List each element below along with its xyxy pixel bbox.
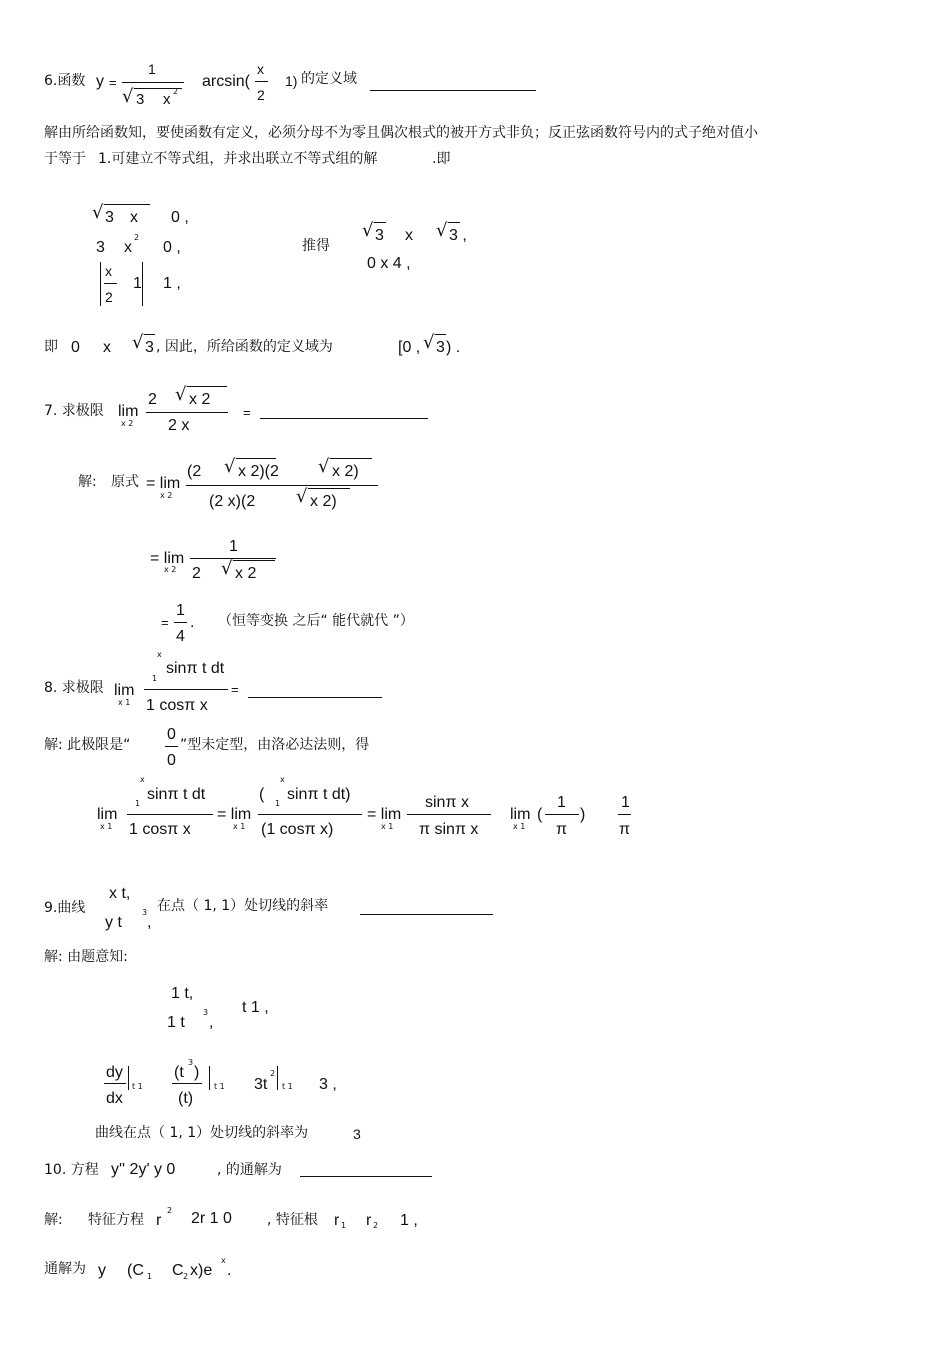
q8-l4-one: 1 — [557, 794, 566, 811]
q9-tres: t 1 , — [242, 999, 269, 1016]
q8-l2-paren: ( — [259, 786, 265, 803]
q8-frac-bar — [144, 689, 228, 690]
q8-l2-sub: x 1 — [233, 822, 246, 831]
q9-sub3: t 1 — [282, 1082, 293, 1091]
q6-sol-line2b: 1.可建立不等式组，并求出联立不等式组的解 — [98, 151, 378, 167]
q6-res-r1c: 3 , — [449, 227, 467, 244]
q9-eval-bar3 — [277, 1066, 278, 1090]
q7-dot: . — [190, 614, 195, 631]
q7-eqlim-sub: x 2 — [160, 491, 173, 500]
q6-sys-r3two: 2 — [105, 289, 113, 305]
q6-y: y — [96, 73, 104, 90]
q6-arcsin: arcsin( — [202, 73, 251, 90]
q8-l3-sub: x 1 — [381, 822, 394, 831]
q10-gc1: 1 — [147, 1272, 153, 1281]
q10-gen: 通解为 — [44, 1261, 86, 1277]
q8-l3-lim: = lim — [367, 806, 402, 823]
q6-answer-blank[interactable] — [370, 90, 536, 91]
q6-res-r1a: 3 — [375, 227, 384, 244]
q10-tail: , 的通解为 — [217, 1162, 282, 1178]
q6-eq: = — [109, 75, 117, 90]
q8-zero-den: 0 — [167, 752, 176, 769]
q9-td: (t) — [178, 1090, 194, 1107]
q7-d1: (2 x)(2 — [209, 493, 256, 510]
q8-zero-num: 0 — [167, 726, 176, 743]
q6-sys-r1c: 0 , — [171, 209, 189, 226]
q9-concl-val: 3 — [353, 1126, 361, 1142]
q6-abs-left — [100, 262, 101, 306]
q9-sub2: t 1 — [214, 1082, 225, 1091]
q7-d3a: 2 — [192, 565, 201, 582]
q8-l2-den: (1 cosπ x) — [261, 821, 334, 838]
q7-n-sqrt2-bar — [330, 458, 372, 459]
q6-ans-ji: 即 — [44, 339, 58, 355]
q8-answer-blank[interactable] — [248, 697, 382, 698]
q7-one: 1 — [229, 538, 238, 555]
q10-gsup: x — [221, 1256, 226, 1265]
q10-rest: 2r 1 0 — [191, 1210, 232, 1227]
q10-eqn: y'' 2y' y 0 — [111, 1161, 176, 1178]
q9-tnsup: 3 — [188, 1058, 194, 1067]
q6-sqrt-x: x — [163, 91, 171, 108]
q6-sys-r2b: x — [124, 239, 132, 256]
q8-l3-den: π sinπ x — [419, 821, 479, 838]
q6-sys-r3x: x — [105, 263, 112, 279]
q8-l2-bar — [258, 814, 362, 815]
q8-zero-bar — [165, 746, 178, 747]
q7-n-sqrt1: √ — [224, 456, 236, 477]
q9-jie: 解: 由题意知: — [44, 949, 128, 965]
q10-r2: r — [366, 1212, 372, 1229]
q8-l5-pi: π — [619, 821, 631, 838]
q9-s1: 1 t, — [171, 985, 194, 1002]
q6-abs-right — [142, 262, 143, 306]
q6-sys-r2sup: 2 — [134, 233, 140, 242]
q8-l4-close: ) — [580, 806, 586, 823]
q8-l1-num: sinπ t dt — [147, 786, 206, 803]
q10-jie: 解: — [44, 1212, 63, 1228]
q9-text: 在点（ 1, 1）处切线的斜率 — [157, 898, 329, 914]
q7-frac-bar4 — [174, 622, 187, 623]
q7-yuanshi: 原式 — [111, 474, 139, 490]
q10-gy: y — [98, 1262, 106, 1279]
q10-root-text: , 特征根 — [267, 1212, 318, 1228]
q6-ans-bar — [144, 334, 155, 335]
q9-r2: y t — [105, 914, 122, 931]
q6-frac-bar — [122, 82, 184, 83]
q9-r2sup: 3 — [142, 908, 148, 917]
q7-num-x2: x 2 — [189, 391, 211, 408]
q6-ans-text: , 因此，所给函数的定义域为 — [156, 339, 333, 355]
q9-s2sup: 3 — [203, 1008, 209, 1017]
q7-n1: (2 — [187, 463, 202, 480]
q6-sys-r1a: 3 — [105, 209, 114, 226]
q10-gend: . — [227, 1262, 232, 1279]
q8-den: 1 cosπ x — [146, 697, 208, 714]
q7-q1: 1 — [176, 602, 185, 619]
q7-d3b: x 2 — [235, 565, 257, 582]
q7-eq: = — [243, 405, 251, 420]
q8-l4-lim: lim — [510, 806, 531, 823]
q6-ans-sqrt: √ — [132, 332, 144, 353]
q9-dydx-bar — [104, 1083, 126, 1084]
q8-l4-bar — [545, 814, 579, 815]
q7-num-2: 2 — [148, 391, 157, 408]
q9-tfrac-bar — [172, 1083, 202, 1084]
q9-tn: (t — [174, 1064, 184, 1081]
q7-d3-sqrt: √ — [221, 558, 233, 579]
q7-den: 2 x — [168, 417, 190, 434]
q9-answer-blank[interactable] — [360, 914, 493, 915]
q9-eval-bar2 — [209, 1066, 210, 1090]
q10-answer-blank[interactable] — [300, 1176, 432, 1177]
q7-note: （恒等变换 之后“ 能代就代 ”） — [218, 613, 414, 629]
q6-res-r1b: x — [405, 227, 413, 244]
q9-concl: 曲线在点（ 1, 1）处切线的斜率为 — [95, 1125, 309, 1141]
q10-r: r — [156, 1212, 162, 1229]
q8-l3-num: sinπ x — [425, 794, 469, 811]
q7-frac-bar — [146, 412, 228, 413]
q6-abs-bar — [104, 283, 117, 284]
q8-l2-lower: 1 — [275, 799, 281, 808]
q10-rsup: 2 — [167, 1206, 173, 1215]
q8-integrand: sinπ t dt — [166, 660, 225, 677]
q8-eq: = — [231, 682, 239, 697]
q6-sys-r3c: 1 , — [163, 275, 181, 292]
q7-num-sqrt: √ — [175, 384, 187, 405]
q7-frac-bar3 — [190, 558, 276, 559]
q7-eqlim: = lim — [146, 475, 181, 492]
q7-lim-sub: x 2 — [121, 419, 134, 428]
q10-gx: x)e — [190, 1262, 213, 1279]
q8-lim: lim — [114, 682, 135, 699]
q8-l1-lower: 1 — [135, 799, 141, 808]
q8-l1-lim: lim — [97, 806, 118, 823]
q6-ans-0: 0 — [71, 339, 80, 356]
q7-n-sqrt1-bar — [236, 458, 276, 459]
q6-ans-x: x — [103, 339, 111, 356]
q9-s2c: , — [209, 1014, 214, 1031]
q6-arc-close: 1) — [285, 73, 298, 89]
q10-char: 特征方程 — [88, 1212, 144, 1228]
q9-3t: 3t — [254, 1076, 268, 1093]
q9-tnc: ) — [194, 1064, 200, 1081]
q7-n3: x 2) — [332, 463, 359, 480]
q8-l1-den: 1 cosπ x — [129, 821, 191, 838]
q6-number: 6.函数 — [44, 73, 86, 89]
q8-jie2: ”型未定型，由洛必达法则，得 — [180, 737, 370, 753]
q6-sol-line2c: .即 — [432, 151, 451, 167]
q7-eq2: = lim — [150, 550, 185, 567]
q8-l4-sub: x 1 — [513, 822, 526, 831]
q9-sub1: t 1 — [132, 1082, 143, 1091]
q8-l1-sub: x 1 — [100, 822, 113, 831]
q9-dx: dx — [106, 1090, 123, 1107]
q9-dy: dy — [106, 1064, 123, 1081]
q10-gc2sub: 2 — [183, 1272, 189, 1281]
q9-r2c: , — [147, 914, 152, 931]
q7-n2: x 2)(2 — [238, 463, 279, 480]
q6-res-bar2 — [448, 222, 460, 223]
q8-l2-upper: x — [280, 775, 285, 784]
q6-res-bar1 — [374, 222, 386, 223]
q8-l2-num: sinπ t dt) — [287, 786, 351, 803]
q8-l2-lim: = lim — [217, 806, 252, 823]
q10-gc: (C — [127, 1262, 144, 1279]
q6-sqrt-sup: 2 — [173, 87, 179, 96]
q9-res: 3 , — [319, 1076, 337, 1093]
q10-gc2: C — [172, 1262, 184, 1279]
q6-res-sqrt1: √ — [362, 220, 374, 241]
q9-eval-bar1 — [128, 1066, 129, 1090]
q7-n-sqrt2: √ — [318, 456, 330, 477]
q6-sqrt-sign: √ — [122, 86, 134, 107]
q7-d3-sqrt-bar — [233, 560, 275, 561]
q7-d-sqrt: √ — [296, 486, 308, 507]
q6-sys-sqrt-bar — [104, 204, 150, 205]
q6-res-r2: 0 x 4 , — [367, 255, 411, 272]
q7-num-sqrt-bar — [187, 386, 227, 387]
q7-lim: lim — [118, 403, 139, 420]
q7-answer-blank[interactable] — [260, 418, 428, 419]
q8-l5-one: 1 — [621, 794, 630, 811]
q6-ans-3: 3 — [145, 339, 154, 356]
q6-tail: 的定义域 — [301, 71, 357, 87]
q6-sol-line2a: 于等于 — [44, 151, 86, 167]
q7-jie: 解: — [78, 474, 97, 490]
q6-sys-r1b: x — [130, 209, 138, 226]
q10-r1: r — [334, 1212, 340, 1229]
q9-number: 9.曲线 — [44, 900, 86, 916]
q8-int-lower: 1 — [152, 674, 158, 683]
q10-root-val: 1 , — [400, 1212, 418, 1229]
q7-d2: x 2) — [310, 493, 337, 510]
q8-l4-paren: ( — [537, 806, 543, 823]
q6-sqrt-3: 3 — [136, 91, 145, 108]
q6-sys-r3one: 1 — [133, 275, 142, 292]
q8-number: 8. 求极限 — [44, 680, 104, 696]
q6-ans-intc: ) . — [446, 339, 461, 356]
q9-s2: 1 t — [167, 1014, 185, 1031]
q8-int-upper: x — [157, 650, 162, 659]
q6-ans-int-sqrt: √ — [423, 332, 435, 353]
q6-tuide: 推得 — [302, 238, 330, 254]
q8-l4-pi: π — [556, 821, 568, 838]
q8-l1-bar — [127, 814, 213, 815]
q10-r2sub: 2 — [373, 1221, 379, 1230]
q6-arc-x: x — [257, 61, 264, 77]
q6-sys-r2a: 3 — [96, 239, 105, 256]
q6-sys-sqrt-sign: √ — [92, 202, 104, 223]
q8-l5-bar — [618, 814, 631, 815]
q6-sol-line1: 解由所给函数知，要使函数有定义，必须分母不为零且偶次根式的被开方式非负；反正弦函数符号内的式子绝对值小 — [44, 125, 758, 141]
q6-res-sqrt2: √ — [436, 220, 448, 241]
q6-ans-int: [0 , — [398, 339, 421, 356]
q9-r1: x t, — [109, 885, 131, 902]
q7-eq3: = — [161, 615, 169, 630]
q10-r1sub: 1 — [341, 1221, 347, 1230]
q8-l1-upper: x — [140, 775, 145, 784]
q8-l3-bar — [407, 814, 491, 815]
q10-number: 10. 方程 — [44, 1162, 99, 1178]
q9-tsup2: 2 — [270, 1069, 276, 1078]
q7-q4: 4 — [176, 628, 185, 645]
q8-jie: 解: 此极限是“ — [44, 737, 131, 753]
q8-lim-sub: x 1 — [118, 698, 131, 707]
q7-number: 7. 求极限 — [44, 403, 104, 419]
q6-arc-bar — [255, 81, 268, 82]
q7-eq2-sub: x 2 — [164, 565, 177, 574]
q6-sys-r2c: 0 , — [163, 239, 181, 256]
q6-ans-int3: 3 — [436, 339, 445, 356]
q6-frac-num: 1 — [148, 61, 156, 77]
q6-arc-2: 2 — [257, 87, 265, 103]
q6-ans-int-bar — [435, 334, 446, 335]
q7-d-sqrt-bar — [308, 488, 350, 489]
q7-frac-bar2 — [186, 485, 378, 486]
